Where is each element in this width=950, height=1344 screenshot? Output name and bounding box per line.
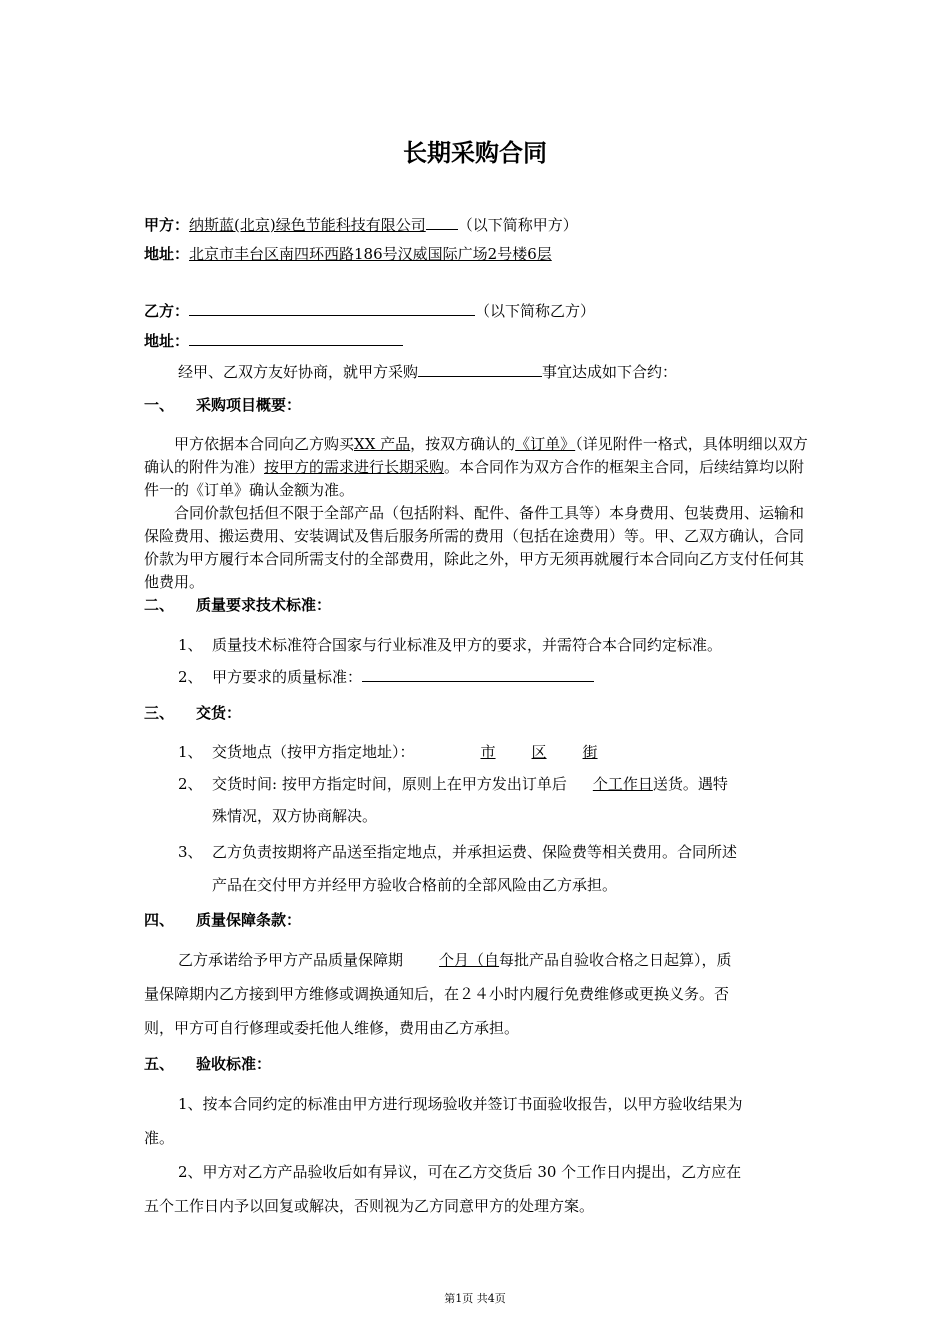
section-5-heading xyxy=(144,1053,271,1074)
section-3-heading xyxy=(144,702,241,723)
section-3-item-3 xyxy=(178,836,737,868)
section-2-number: 二、 xyxy=(144,596,175,614)
party-a-line xyxy=(144,214,578,235)
s3-working-days-text: 个工作日 xyxy=(592,775,653,793)
s3-item-2-text-a: 交货时间: 按甲方指定时间，原则上在甲方发出订单后 xyxy=(212,775,567,793)
section-2-item-2 xyxy=(178,661,594,693)
section-4-number: 四、 xyxy=(144,911,175,929)
section-4-title: 质量保障条款： xyxy=(196,911,302,929)
section-5-p2-line-1: 2、甲方对乙方产品验收后如有异议，可在乙方交货后 30 个工作日内提出，乙方应在 xyxy=(178,1163,742,1181)
party-b-label: 乙方： xyxy=(144,302,190,320)
s2-item-1-text: 质量技术标准符合国家与行业标准及甲方的要求，并需符合本合同约定标准。 xyxy=(212,636,723,654)
document-title: 长期采购合同 xyxy=(403,139,547,167)
section-4-line-2: 量保障期内乙方接到甲方维修或调换通知后，在２４小时内履行免费维修或更换义务。否 xyxy=(144,985,730,1003)
section-1-number: 一、 xyxy=(144,396,175,414)
section-3-number: 三、 xyxy=(144,704,175,722)
s4-text-c: 每批产品自验收合格之日起算） xyxy=(499,951,702,969)
s1-p1-long-term: 按甲方的需求进行长期采购 xyxy=(264,458,445,476)
section-4-line-3: 则，甲方可自行修理或委托他人维修，费用由乙方承担。 xyxy=(144,1019,520,1037)
section-2-heading xyxy=(144,594,331,615)
section-2-item-1 xyxy=(178,629,722,661)
party-b-name-blank xyxy=(189,301,475,316)
s3-district: 区 xyxy=(531,743,547,761)
s4-warranty-fill xyxy=(403,951,499,969)
party-a-name: 纳斯蓝(北京)绿色节能科技有限公司 xyxy=(189,216,426,234)
section-5-p1-line-1: 1、按本合同约定的标准由甲方进行现场验收并签订书面验收报告，以甲方验收结果为 xyxy=(178,1095,743,1113)
s3-city: 市 xyxy=(480,743,496,761)
s1-p1-order: 《订单》 xyxy=(515,435,576,453)
s1-p1-text-g: 。本合同作为双方合作的框架主合同，后续结算均以附件一的《订单》确认金额为准。 xyxy=(144,458,805,499)
s1-p1-text-e: （详见附件一格式，具体明细以双方确认的附件为准） xyxy=(144,435,808,476)
party-b-address-label: 地址： xyxy=(144,332,190,350)
s1-p1-text-a: 甲方依据本合同向乙方购买 xyxy=(174,435,355,453)
section-2-title: 质量要求技术标准： xyxy=(196,596,332,614)
section-3-title: 交货： xyxy=(196,704,242,722)
s3-item-2-text-c: 送货。遇特 xyxy=(652,775,728,793)
section-3-item-3-cont: 产品在交付甲方并经甲方验收合格前的全部风险由乙方承担。 xyxy=(212,876,618,894)
page-footer: 第1页 共4页 xyxy=(444,1292,506,1305)
section-1-title: 采购项目概要： xyxy=(196,396,302,414)
section-4-line-1 xyxy=(178,944,732,976)
s3-item-3-text-a: 乙方负责按期将产品送至指定地点，并承担运费、保险费等相关费用。合同所述 xyxy=(212,843,738,861)
party-b-suffix: （以下简称乙方） xyxy=(475,302,596,320)
section-4-heading xyxy=(144,909,301,930)
party-a-suffix: （以下简称甲方） xyxy=(457,216,578,234)
section-1-paragraph-1 xyxy=(144,433,812,502)
s4-months: 个月（自 xyxy=(439,951,500,969)
party-b-address-line xyxy=(144,330,403,351)
intro-after: 事宜达成如下合约： xyxy=(542,363,678,381)
s3-street: 街 xyxy=(582,743,598,761)
party-b-line xyxy=(144,300,595,321)
section-1-heading xyxy=(144,394,301,415)
party-b-address-blank xyxy=(189,331,403,346)
party-a-address: 北京市丰台区南四环西路186号汉威国际广场2号楼6层 xyxy=(189,245,552,263)
s1-p1-text-c: ，按双方确认的 xyxy=(410,435,516,453)
s3-working-days xyxy=(567,775,653,793)
s1-p1-product: XX 产品 xyxy=(354,435,411,453)
s3-item-1-text: 交货地点（按甲方指定地址）： xyxy=(212,743,415,761)
section-5-title: 验收标准： xyxy=(196,1055,272,1073)
s3-item-3-number: 3、 xyxy=(178,843,203,861)
section-5-number: 五、 xyxy=(144,1055,175,1073)
s3-item-2-number: 2、 xyxy=(178,775,203,793)
section-3-item-2 xyxy=(178,768,728,800)
section-3-item-1 xyxy=(178,736,598,768)
intro-blank xyxy=(418,362,542,377)
s3-address-fill xyxy=(415,743,598,761)
section-3-item-2-cont: 殊情况，双方协商解决。 xyxy=(212,807,378,825)
party-a-address-label: 地址： xyxy=(144,245,190,263)
s2-item-2-text: 甲方要求的质量标准： xyxy=(212,668,363,686)
section-5-p2-line-2: 五个工作日内予以回复或解决，否则视为乙方同意甲方的处理方案。 xyxy=(144,1197,595,1215)
section-1-paragraph-2: 合同价款包括但不限于全部产品（包括附料、配件、备件工具等）本身费用、包装费用、运输和保险费用、搬运费用、安装调试及售后服务所需的费用（包括在途费用）等。甲、乙双方确认，合同价款为甲方履行本合同所需支付的全部费用，除此之外，甲方无须再就履行本合同向乙方支付任何其他费用。 xyxy=(144,504,805,591)
s4-text-a: 乙方承诺给予甲方产品质量保障期 xyxy=(178,951,404,969)
intro-before: 经甲、乙双方友好协商，就甲方采购 xyxy=(178,363,419,381)
party-a-name-blank xyxy=(426,215,458,230)
intro-line xyxy=(178,361,677,382)
party-a-label: 甲方： xyxy=(144,216,190,234)
s2-item-2-number: 2、 xyxy=(178,668,203,686)
s3-item-1-number: 1、 xyxy=(178,743,203,761)
s2-item-1-number: 1、 xyxy=(178,636,203,654)
s4-text-d: ，质 xyxy=(701,951,732,969)
section-5-p1-line-2: 准。 xyxy=(144,1129,175,1147)
party-a-address-line xyxy=(144,243,552,264)
s2-quality-blank xyxy=(362,667,594,682)
